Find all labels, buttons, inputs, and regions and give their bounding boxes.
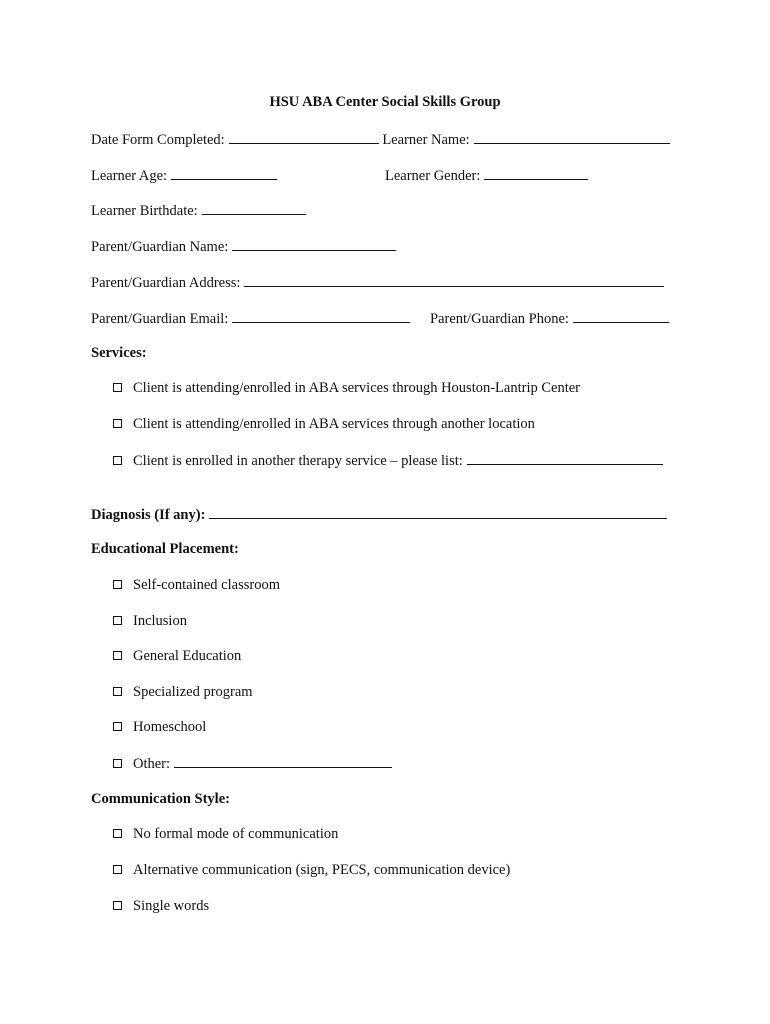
date-form-completed-field[interactable]: [229, 130, 379, 144]
placement-option[interactable]: [113, 612, 187, 630]
services-option-label: Client is attending/enrolled in ABA services through Houston-Lantrip Center: [133, 380, 581, 396]
placement-option-label: Other:: [133, 756, 171, 772]
learner-gender-row: [385, 166, 588, 185]
checkbox[interactable]: [113, 456, 122, 465]
form-title: HSU ABA Center Social Skills Group: [269, 94, 501, 110]
placement-option-label: General Education: [133, 648, 242, 664]
services-option[interactable]: [113, 415, 535, 433]
parent-phone-label: Parent/Guardian Phone:: [430, 311, 569, 327]
placement-option-label: Homeschool: [133, 719, 207, 735]
diagnosis-label: Diagnosis (If any):: [91, 507, 206, 523]
checkbox[interactable]: [113, 580, 122, 589]
learner-gender-label: Learner Gender:: [385, 168, 481, 184]
placement-other-field[interactable]: [174, 754, 392, 768]
educational-placement-heading: Educational Placement:: [91, 541, 239, 557]
checkbox[interactable]: [113, 722, 122, 731]
learner-age-field[interactable]: [171, 166, 277, 180]
parent-name-field[interactable]: [232, 237, 396, 251]
learner-name-field[interactable]: [474, 130, 670, 144]
services-option-label: Client is enrolled in another therapy service – please list:: [133, 453, 463, 469]
services-heading: Services:: [91, 345, 147, 361]
learner-age-row: [91, 166, 277, 185]
placement-option[interactable]: [113, 647, 241, 665]
placement-option-label: Inclusion: [133, 613, 187, 629]
communication-option-label: No formal mode of communication: [133, 826, 339, 842]
placement-option[interactable]: [113, 754, 392, 773]
parent-address-field[interactable]: [244, 273, 664, 287]
checkbox[interactable]: [113, 901, 122, 910]
parent-name-label: Parent/Guardian Name:: [91, 239, 229, 255]
communication-style-heading: Communication Style:: [91, 791, 230, 807]
parent-address-label: Parent/Guardian Address:: [91, 275, 241, 291]
placement-option-label: Self-contained classroom: [133, 577, 280, 593]
diagnosis-field[interactable]: [209, 505, 667, 519]
parent-address-row: [91, 273, 664, 292]
communication-option-label: Alternative communication (sign, PECS, communication device): [133, 862, 511, 878]
services-option[interactable]: [113, 451, 663, 470]
checkbox[interactable]: [113, 829, 122, 838]
learner-birthdate-row: [91, 201, 306, 220]
checkbox[interactable]: [113, 759, 122, 768]
parent-name-row: [91, 237, 396, 256]
communication-option[interactable]: [113, 897, 209, 915]
communication-option-label: Single words: [133, 898, 210, 914]
parent-email-row: [91, 309, 410, 328]
learner-birthdate-field[interactable]: [202, 201, 306, 215]
checkbox[interactable]: [113, 383, 122, 392]
diagnosis-row: [91, 505, 667, 524]
learner-name-label: Learner Name:: [382, 132, 470, 148]
date-form-completed-row: [91, 130, 670, 149]
parent-phone-row: [430, 309, 669, 328]
services-option[interactable]: [113, 379, 580, 397]
placement-option[interactable]: [113, 683, 253, 701]
parent-email-label: Parent/Guardian Email:: [91, 311, 229, 327]
placement-option[interactable]: [113, 576, 280, 594]
date-form-completed-label: Date Form Completed:: [91, 132, 225, 148]
placement-option[interactable]: [113, 718, 206, 736]
communication-option[interactable]: [113, 825, 338, 843]
checkbox[interactable]: [113, 419, 122, 428]
services-option-label: Client is attending/enrolled in ABA services through another location: [133, 416, 535, 432]
checkbox[interactable]: [113, 865, 122, 874]
checkbox[interactable]: [113, 651, 122, 660]
parent-phone-field[interactable]: [573, 309, 669, 323]
parent-email-field[interactable]: [232, 309, 410, 323]
learner-birthdate-label: Learner Birthdate:: [91, 203, 198, 219]
placement-option-label: Specialized program: [133, 684, 253, 700]
learner-age-label: Learner Age:: [91, 168, 168, 184]
checkbox[interactable]: [113, 687, 122, 696]
communication-option[interactable]: [113, 861, 510, 879]
learner-gender-field[interactable]: [484, 166, 588, 180]
other-therapy-field[interactable]: [467, 451, 663, 465]
checkbox[interactable]: [113, 616, 122, 625]
